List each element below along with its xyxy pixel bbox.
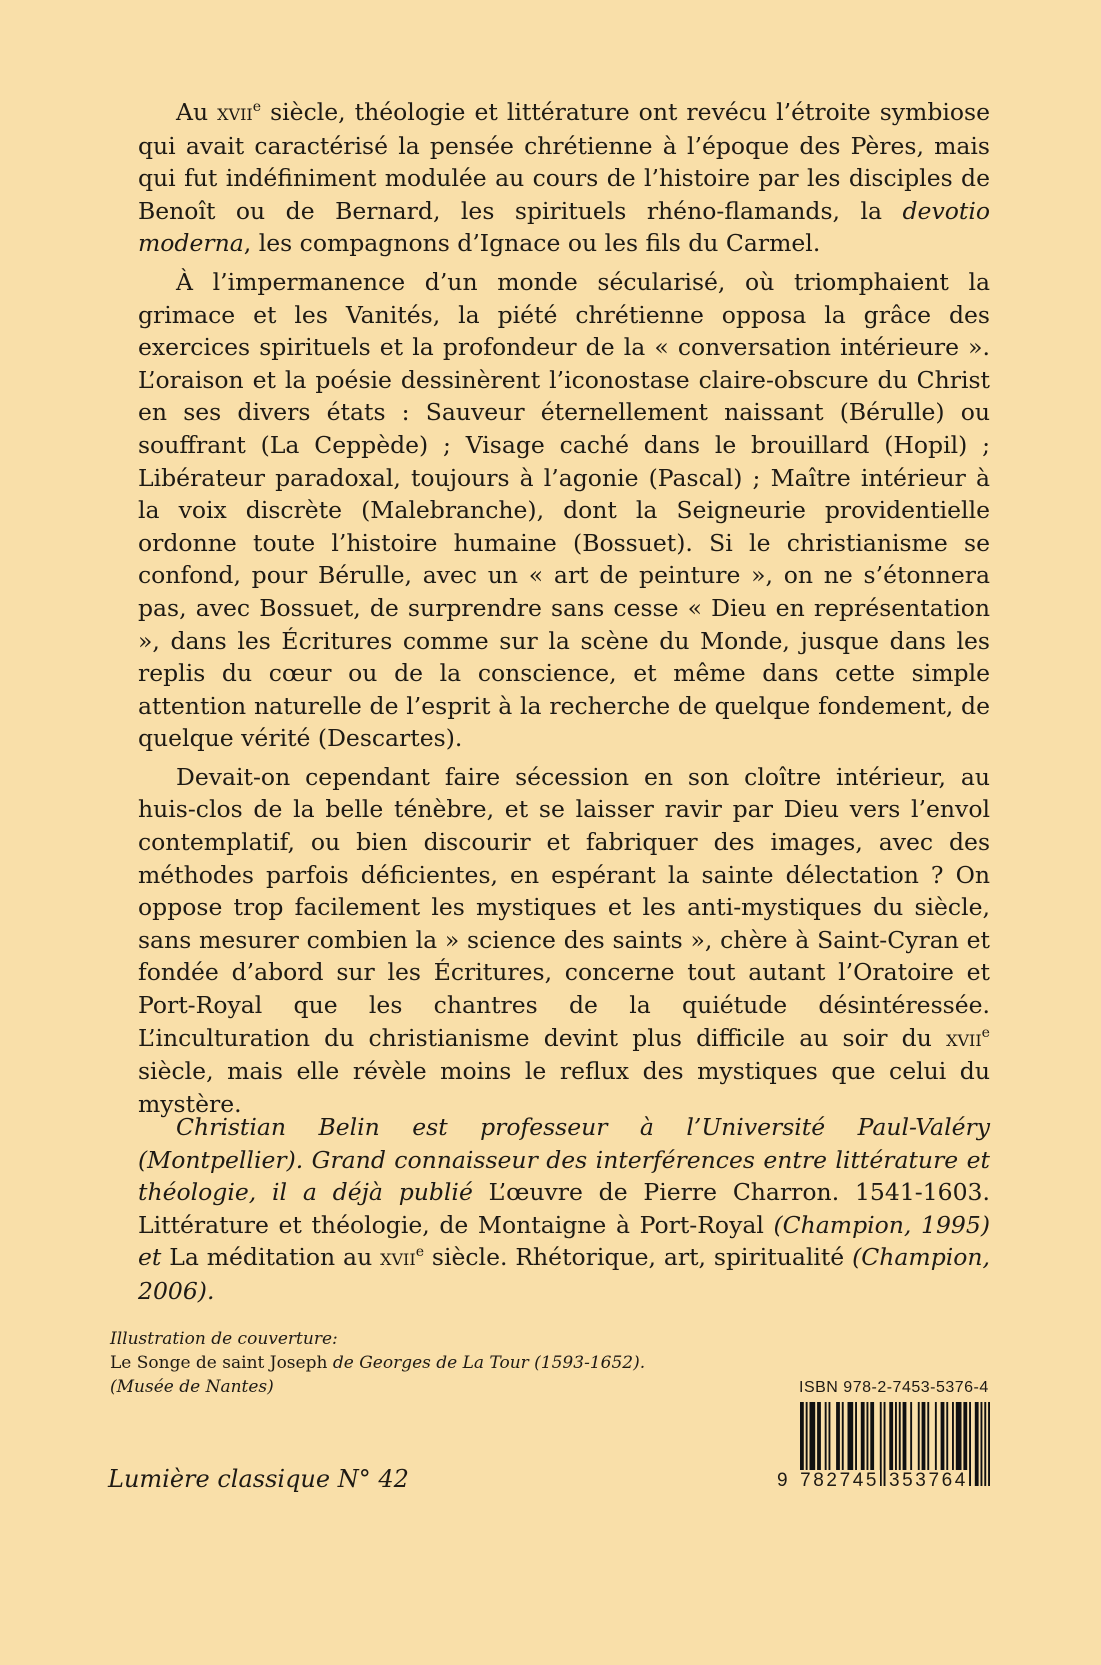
illustration-line [110,1351,730,1375]
barcode-digits-right: 353764 [888,1470,968,1491]
text-run: Devait-on cependant faire sécession en son cloître intérieur, au huis-clos de la belle ténèbre, et se laisser ravir par Dieu vers l’envol contemplatif, ou bien discourir et fabriquer des images, avec des méthodes parfois déficientes, en espérant la sainte délectation ? On oppose trop facilement les mystiques et les anti-mystiques du siècle, sans mesurer combien la » science des saints », chère à Saint-Cyran et fondée d’abord sur les Écritures, concerne tout autant l’Oratoire et Port-Royal que les chantres de la quiétude désintéressée. L’inculturation du christianisme devint plus difficile au soir du [138,762,990,1052]
blurb-text [138,96,990,1126]
artwork-title: Le Songe de saint Joseph [110,1353,328,1373]
barcode-digits [776,1470,996,1492]
bio-paragraph [138,1111,990,1308]
bio-italic: (Champion, 1995) et [138,1210,990,1272]
superscript: e [415,1244,425,1261]
text-run: siècle, théologie et littérature ont revécu l’étroite symbiose qui avait caractérisé la pensée chrétienne à l’époque des Pères, mais qui fut indéfiniment modulée au cours de l’histoire par les disciples de Benoît ou de Bernard, les spirituels rhéno-flamands, la [138,98,990,225]
barcode-digit-first: 9 [777,1470,791,1491]
century-numeral: xvii [380,1245,416,1272]
artist: de Georges de La Tour (1593-1652). [327,1353,646,1373]
paragraph-3 [138,761,990,1121]
isbn-label: ISBN 978-2-7453-5376-4 [799,1379,989,1396]
book-title-2: La méditation au [161,1243,381,1272]
superscript: e [252,99,262,116]
paragraph-1 [138,96,990,260]
century-numeral: xvii [946,1025,982,1052]
bio-italic: Christian Belin est professeur à l’Université Paul-Valéry (Montpellier). Grand connaisseur des interférences entre littérature et théologie, il a déjà publié [138,1113,990,1207]
museum: (Musée de Nantes) [110,1377,274,1397]
bio-italic: (Champion, 2006). [138,1243,990,1305]
book-title-1: L’œuvre de Pierre Charron. 1541-1603. Littérature et théologie, de Montaigne à Port-Royal [138,1178,990,1239]
book-title-2-rest: siècle. Rhétorique, art, spiritualité [424,1243,853,1272]
cover-illustration-credit [110,1327,730,1399]
author-bio [138,1111,990,1308]
text-run: Au [176,98,218,126]
italic-term: devotio moderna [138,196,990,258]
text-run: siècle, mais elle révèle moins le reflux des mystiques que celui du mystère. [138,1057,990,1118]
illustration-heading: Illustration de couverture: [110,1329,338,1349]
barcode-digits-left: 782745 [800,1470,880,1491]
text-run: , les compagnons d’Ignace ou les fils du Carmel. [243,229,821,258]
superscript: e [981,1024,990,1041]
century-numeral: xvii [217,100,253,126]
series-name: Lumière classique N° 42 [108,1465,409,1493]
paragraph-2: À l’impermanence d’un monde sécularisé, où triomphaient la grimace et les Vanités, la piété chrétienne opposa la grâce des exercices spirituels et la profondeur de la « conversation intérieure ». L’oraison et la poésie dessinèrent l’iconostase claire-obscure du Christ en ses divers états : Sauveur éternellement naissant (Bérulle) ou souffrant (La Ceppède) ; Visage caché dans le brouillard (Hopil) ; Libérateur paradoxal, toujours à l’agonie (Pascal) ; Maître intérieur à la voix discrète (Malebranche), dont la Seigneurie providentielle ordonne toute l’histoire humaine (Bossuet). Si le christianisme se confond, pour Bérulle, avec un « art de peinture », on ne s’étonnera pas, avec Bossuet, de surprendre sans cesse « Dieu en représentation », dans les Écritures comme sur la scène du Monde, jusque dans les replis du cœur ou de la conscience, et même dans cette simple attention naturelle de l’esprit à la recherche de quelque fondement, de quelque vérité (Descartes). [138,267,990,753]
